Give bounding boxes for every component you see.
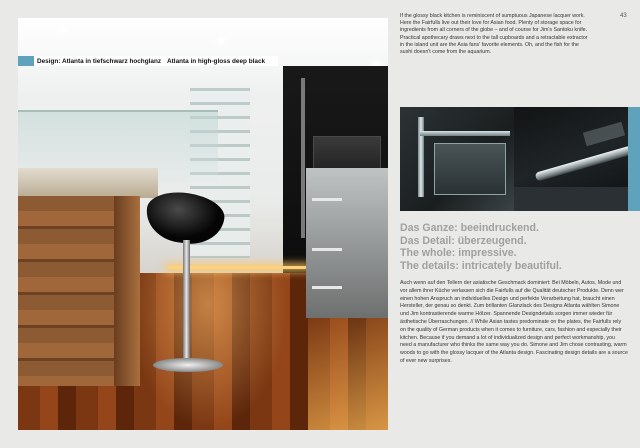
detail-photo-handle bbox=[400, 107, 515, 211]
headline-line: Das Detail: überzeugend. bbox=[400, 234, 527, 247]
headline-line: The details: intricately beautiful. bbox=[400, 259, 562, 272]
caption-english: Atlanta in high-gloss deep black bbox=[167, 57, 266, 65]
island-countertop bbox=[18, 168, 158, 198]
ceiling-spotlight bbox=[218, 38, 224, 44]
detail-photo-drawer bbox=[514, 107, 629, 211]
page-number: 43 bbox=[620, 13, 627, 19]
right-page bbox=[392, 0, 640, 448]
headline-line: The whole: impressive. bbox=[400, 247, 517, 259]
body-paragraph: Auch wenn auf den Tellern der asiatische Geschmack dominiert: Bei Möbeln, Autos, Mode und vor allem ihrer Küche verlassen sich die Fairfulls auf die Qualität deutscher Produkte. Denn wer einen hohen Anspruch an individuelles Design und perfekte Verarbeitung hat, braucht einen Hersteller, der genau so denkt. Zum brillanten Glanzlack des Designs Atlanta wählten Simone und Jim kontrastierende warme Hölzer. Spannende Designdetails sorgen immer wieder für ästhetische Überraschungen. // While Asian tastes predominate on the plates, the Fairfulls rely on the quality of German products when it comes to furniture, cars, fashion and especially their kitchen. Because if you demand a lot of individualized design and perfect workmanship, you need a manufacturer who thinks the same way you do. Simone and Jim chose contrasting, warm woods to go with the glossy lacquer of the Atlanta design. Fascinating design details are a source of ever new surprises. bbox=[400, 280, 628, 364]
caption-accent bbox=[18, 56, 34, 66]
ceiling-spotlight bbox=[58, 26, 64, 32]
caption-german: Design: Atlanta in tiefschwarz hochglanz bbox=[37, 57, 162, 65]
bar-stool-stem bbox=[183, 240, 190, 365]
bar-stool-base bbox=[153, 358, 223, 372]
intro-paragraph: If the glossy black kitchen is reminiscent of sumptuous Japanese lacquer work. Here the Fairfulls live out their love for Asian food. Plenty of storage space for ingredients from all corners of the globe – and of course for Jim's Santoku knife. Practical apothecary draws next to the tall cupboards and a retractable extractor in the island unit are the Asia fans' favorite elements. Oh, and the fish for the sushi doesn't come from the aquarium. bbox=[400, 13, 588, 56]
high-gloss-cabinets bbox=[306, 168, 388, 318]
kitchen-photo bbox=[18, 18, 388, 430]
headline bbox=[400, 222, 630, 272]
headline-line: Das Ganze: beeindruckend. bbox=[400, 222, 539, 234]
photo-caption bbox=[18, 56, 278, 66]
wooden-island-unit bbox=[18, 196, 140, 386]
accent-tab bbox=[628, 107, 640, 211]
